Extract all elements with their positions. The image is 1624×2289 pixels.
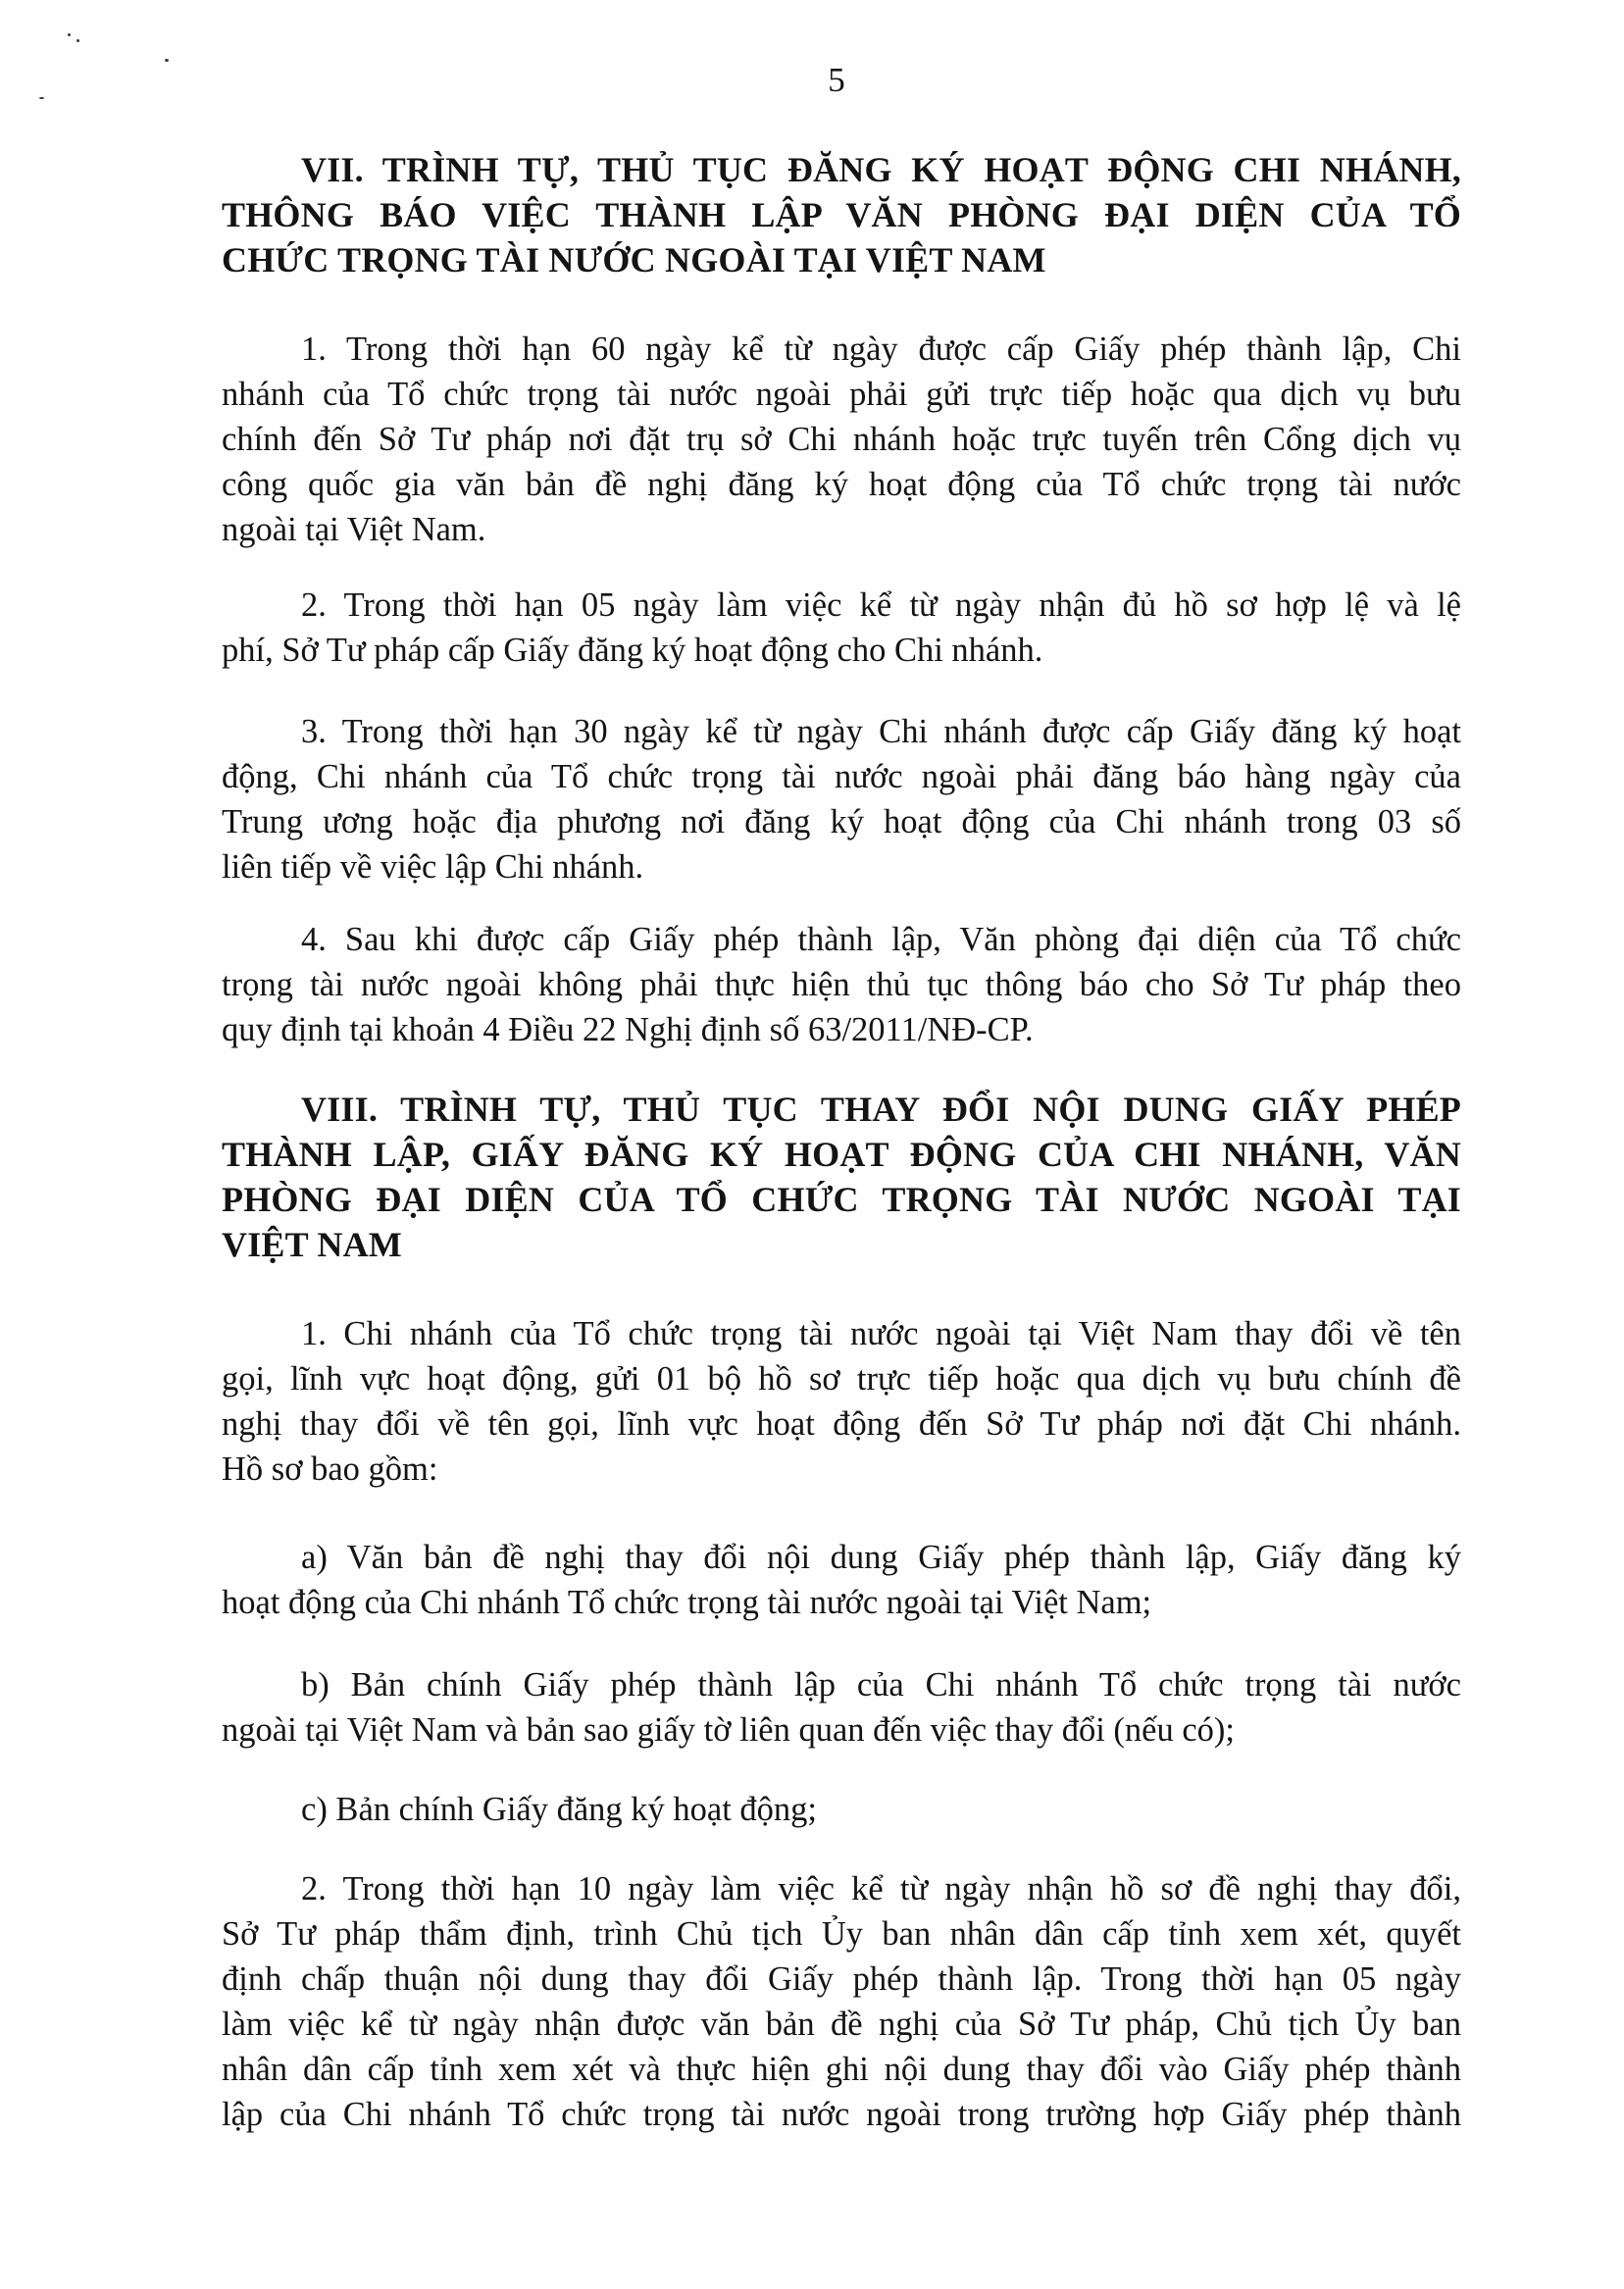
scan-speck (76, 39, 79, 42)
text-line: ngoài tại Việt Nam. (222, 511, 486, 548)
text-line: công quốc gia văn bản đề nghị đăng ký hoạt động của Tổ chức trọng tài nước (222, 466, 1461, 503)
text-line: lập của Chi nhánh Tổ chức trọng tài nước ngoài trong trường hợp Giấy phép thành (222, 2096, 1461, 2133)
text-line: động, Chi nhánh của Tổ chức trọng tài nước ngoài phải đăng báo hàng ngày của (222, 758, 1461, 795)
text-line: hoạt động của Chi nhánh Tổ chức trọng tài nước ngoài tại Việt Nam; (222, 1584, 1152, 1621)
text-line: 3. Trong thời hạn 30 ngày kể từ ngày Chi nhánh được cấp Giấy đăng ký hoạt (301, 713, 1461, 750)
text-line: c) Bản chính Giấy đăng ký hoạt động; (301, 1791, 818, 1828)
text-line: gọi, lĩnh vực hoạt động, gửi 01 bộ hồ sơ trực tiếp hoặc qua dịch vụ bưu chính đề (222, 1360, 1461, 1398)
heading-line: CHỨC TRỌNG TÀI NƯỚC NGOÀI TẠI VIỆT NAM (222, 240, 1046, 280)
paragraph-viii-1-c (222, 1787, 1461, 1832)
text-line: 1. Trong thời hạn 60 ngày kể từ ngày được cấp Giấy phép thành lập, Chi (301, 331, 1461, 368)
text-line: 2. Trong thời hạn 10 ngày làm việc kể từ ngày nhận hồ sơ đề nghị thay đổi, (301, 1870, 1461, 1908)
text-line: Sở Tư pháp thẩm định, trình Chủ tịch Ủy ban nhân dân cấp tỉnh xem xét, quyết (222, 1915, 1461, 1953)
paragraph-viii-1-a (222, 1535, 1461, 1625)
text-line: nhân dân cấp tỉnh xem xét và thực hiện ghi nội dung thay đổi vào Giấy phép thành (222, 2051, 1461, 2088)
page-number: 5 (828, 61, 845, 99)
paragraph-viii-1-b (222, 1662, 1461, 1753)
heading-line: VIỆT NAM (222, 1225, 402, 1264)
paragraph-vii-1 (222, 327, 1461, 552)
section-heading-vii (222, 147, 1461, 282)
text-line: Hồ sơ bao gồm: (222, 1450, 438, 1488)
text-line: phí, Sở Tư pháp cấp Giấy đăng ký hoạt động cho Chi nhánh. (222, 632, 1043, 669)
scan-speck (68, 33, 71, 36)
text-line: 2. Trong thời hạn 05 ngày làm việc kể từ ngày nhận đủ hồ sơ hợp lệ và lệ (301, 586, 1461, 624)
heading-line: VII. TRÌNH TỰ, THỦ TỤC ĐĂNG KÝ HOẠT ĐỘNG CHI NHÁNH, (301, 150, 1461, 189)
text-line: 1. Chi nhánh của Tổ chức trọng tài nước ngoài tại Việt Nam thay đổi về tên (301, 1315, 1461, 1352)
paragraph-vii-4 (222, 917, 1461, 1052)
heading-line: THÔNG BÁO VIỆC THÀNH LẬP VĂN PHÒNG ĐẠI DIỆN CỦA TỔ (222, 195, 1461, 234)
paragraph-vii-2 (222, 583, 1461, 673)
text-line: a) Văn bản đề nghị thay đổi nội dung Giấy phép thành lập, Giấy đăng ký (301, 1539, 1461, 1576)
text-line: b) Bản chính Giấy phép thành lập của Chi nhánh Tổ chức trọng tài nước (301, 1666, 1461, 1704)
text-line: định chấp thuận nội dung thay đổi Giấy phép thành lập. Trong thời hạn 05 ngày (222, 1960, 1461, 1998)
text-line: làm việc kể từ ngày nhận được văn bản đề nghị của Sở Tư pháp, Chủ tịch Ủy ban (222, 2006, 1461, 2043)
text-line: ngoài tại Việt Nam và bản sao giấy tờ liên quan đến việc thay đổi (nếu có); (222, 1711, 1235, 1749)
paragraph-viii-2 (222, 1866, 1461, 2137)
heading-line: VIII. TRÌNH TỰ, THỦ TỤC THAY ĐỔI NỘI DUNG GIẤY PHÉP (301, 1090, 1461, 1129)
text-line: 4. Sau khi được cấp Giấy phép thành lập, Văn phòng đại diện của Tổ chức (301, 921, 1461, 958)
text-line: quy định tại khoản 4 Điều 22 Nghị định số 63/2011/NĐ-CP. (222, 1011, 1034, 1048)
paragraph-viii-1 (222, 1311, 1461, 1492)
text-line: trọng tài nước ngoài không phải thực hiện thủ tục thông báo cho Sở Tư pháp theo (222, 966, 1461, 1003)
text-line: Trung ương hoặc địa phương nơi đăng ký hoạt động của Chi nhánh trong 03 số (222, 803, 1461, 840)
heading-line: PHÒNG ĐẠI DIỆN CỦA TỔ CHỨC TRỌNG TÀI NƯỚC NGOÀI TẠI (222, 1180, 1461, 1219)
text-line: chính đến Sở Tư pháp nơi đặt trụ sở Chi nhánh hoặc trực tuyến trên Cổng dịch vụ (222, 421, 1461, 458)
heading-line: THÀNH LẬP, GIẤY ĐĂNG KÝ HOẠT ĐỘNG CỦA CHI NHÁNH, VĂN (222, 1135, 1461, 1174)
paragraph-vii-3 (222, 709, 1461, 890)
text-line: liên tiếp về việc lập Chi nhánh. (222, 848, 644, 886)
section-heading-viii (222, 1087, 1461, 1267)
text-line: nghị thay đổi về tên gọi, lĩnh vực hoạt động đến Sở Tư pháp nơi đặt Chi nhánh. (222, 1405, 1461, 1443)
text-line: nhánh của Tổ chức trọng tài nước ngoài phải gửi trực tiếp hoặc qua dịch vụ bưu (222, 376, 1461, 413)
